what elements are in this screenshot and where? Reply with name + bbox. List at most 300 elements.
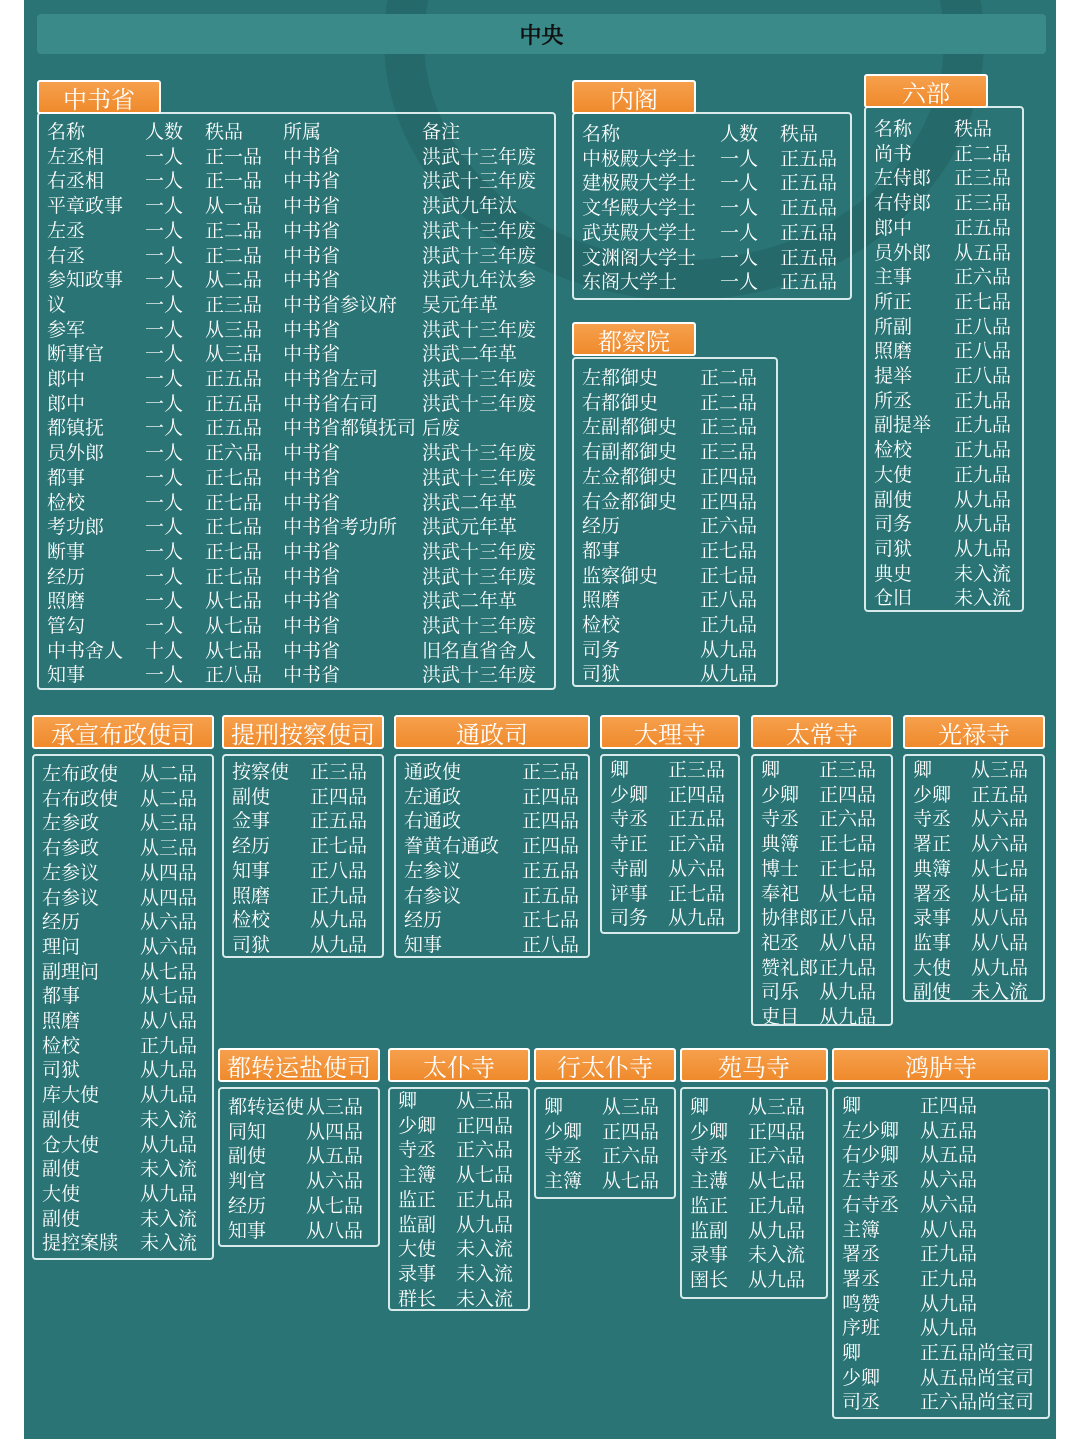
table-row [913, 882, 1043, 907]
table-cell: 中书省考功所 [283, 516, 398, 539]
table-row [47, 416, 554, 441]
table-row [842, 1094, 1048, 1119]
table-row [582, 490, 776, 515]
table-row [232, 785, 382, 810]
table-row [874, 339, 1022, 364]
table-row [690, 1219, 826, 1244]
table-cell: 照磨 [874, 340, 913, 363]
table-cell: 正七品 [205, 565, 263, 588]
table-cell: 郎中 [47, 392, 86, 415]
table-cell: 从七品 [602, 1170, 660, 1193]
table-cell: 未入流 [456, 1262, 514, 1285]
table-row [47, 293, 554, 318]
table-cell: 从五品尚宝司 [920, 1366, 1035, 1389]
table-cell: 后废 [422, 417, 461, 440]
table-row [404, 908, 588, 933]
table-cell: 录事 [398, 1262, 437, 1285]
table-row [42, 935, 212, 960]
table-row [582, 440, 776, 465]
table-cell: 正九品 [819, 956, 877, 979]
table-cell: 正六品 [456, 1139, 514, 1162]
section-box-tongzheng [394, 754, 590, 958]
table-row [404, 933, 588, 958]
table-cell: 寺丞 [690, 1145, 729, 1168]
table-cell: 正七品 [205, 540, 263, 563]
table-row [404, 834, 588, 859]
table-cell: 少卿 [690, 1120, 729, 1143]
section-box-chengxuan [32, 754, 214, 1260]
table-row [842, 1267, 1048, 1292]
table-cell: 左侍郎 [874, 167, 932, 190]
table-cell: 从九品 [140, 1182, 198, 1205]
table-row [42, 1231, 212, 1256]
table-row [42, 910, 212, 935]
table-row [228, 1095, 378, 1120]
table-cell: 录事 [913, 907, 952, 930]
table-cell: 秩品 [954, 118, 993, 140]
table-cell: 经历 [42, 911, 81, 934]
table-cell: 一人 [145, 417, 184, 440]
table-cell: 同知 [228, 1120, 267, 1143]
table-row [690, 1268, 826, 1293]
table-row [42, 1207, 212, 1232]
table-row [47, 318, 554, 343]
table-row [42, 886, 212, 911]
table-cell: 从五品 [954, 241, 1012, 264]
table-row [47, 367, 554, 392]
table-row [610, 882, 738, 907]
table-row [398, 1163, 528, 1188]
table-cell: 从二品 [205, 269, 263, 292]
table-cell: 从二品 [140, 787, 198, 810]
table-cell: 从九品 [456, 1213, 514, 1236]
table-cell: 所正 [874, 290, 913, 313]
table-row [913, 807, 1043, 832]
table-cell: 未入流 [748, 1244, 806, 1267]
table-cell: 正八品 [310, 859, 368, 882]
section-box-neige [572, 112, 852, 300]
table-cell: 备注 [422, 121, 461, 143]
table-row [874, 216, 1022, 241]
table-cell: 检校 [874, 439, 913, 462]
table-cell: 正八品 [954, 315, 1012, 338]
table-cell: 正九品 [954, 389, 1012, 412]
table-row [228, 1120, 378, 1145]
table-cell: 正八品 [700, 589, 758, 612]
table-cell: 副使 [42, 1108, 81, 1131]
table-cell: 监正 [690, 1194, 729, 1217]
table-cell: 寺丞 [761, 808, 800, 831]
table-row [842, 1341, 1048, 1366]
table-cell: 正一品 [205, 145, 263, 168]
table-cell: 未入流 [140, 1108, 198, 1131]
table-row [761, 956, 891, 981]
table-cell: 卿 [544, 1096, 564, 1118]
section-title-chengxuan: 承宣布政使司 [32, 715, 214, 749]
table-cell: 左丞 [47, 219, 86, 242]
table-cell: 从七品 [971, 857, 1029, 880]
section-box-taichang [751, 754, 893, 1026]
table-cell: 正六品 [954, 266, 1012, 289]
table-row [913, 931, 1043, 956]
table-cell: 提举 [874, 365, 913, 387]
table-cell: 人数 [145, 121, 184, 143]
table-cell: 正六品尚宝司 [920, 1391, 1035, 1414]
table-cell: 正四品 [456, 1114, 514, 1137]
table-cell: 从六品 [971, 833, 1029, 856]
table-cell: 洪武十三年废 [422, 615, 537, 637]
table-row [610, 758, 738, 783]
table-cell: 赞礼郎 [761, 956, 819, 979]
table-cell: 从七品 [971, 882, 1029, 905]
table-cell: 正二品 [700, 367, 758, 389]
section-title-duchayuan: 都察院 [572, 322, 696, 356]
table-cell: 正四品 [700, 490, 758, 513]
table-cell: 正五品 [205, 368, 263, 390]
table-cell: 少卿 [610, 783, 649, 806]
table-row [582, 391, 776, 416]
table-cell: 正九品 [310, 884, 368, 907]
table-cell: 中书省 [283, 466, 341, 489]
table-cell: 洪武十三年废 [422, 170, 537, 193]
table-cell: 一人 [145, 540, 184, 563]
table-row [42, 1182, 212, 1207]
table-row [398, 1138, 528, 1163]
table-cell: 署丞 [913, 882, 952, 905]
table-cell: 从九品 [920, 1292, 978, 1315]
table-cell: 正三品 [205, 293, 263, 316]
table-row [874, 315, 1022, 340]
table-row [874, 586, 1022, 611]
table-cell: 照磨 [582, 589, 621, 612]
table-row [874, 413, 1022, 438]
table-row [842, 1316, 1048, 1341]
table-cell: 副使 [232, 785, 271, 808]
table-cell: 正三品 [700, 441, 758, 464]
table-cell: 寺正 [610, 833, 649, 856]
table-cell: 监正 [398, 1188, 437, 1211]
table-row [232, 884, 382, 909]
table-cell: 大使 [874, 463, 913, 486]
table-cell: 从六品 [920, 1193, 978, 1216]
table-cell: 中书省参议府 [283, 293, 398, 316]
table-row [690, 1243, 826, 1268]
table-cell: 正四品 [310, 785, 368, 808]
table-cell: 从九品 [819, 1006, 877, 1026]
table-cell: 正四品 [522, 810, 580, 833]
table-cell: 中书舍人 [47, 639, 124, 662]
table-cell: 中书省 [283, 442, 341, 465]
table-row [913, 956, 1043, 981]
table-row [874, 512, 1022, 537]
table-row [404, 760, 588, 785]
table-row [42, 1009, 212, 1034]
table-row [228, 1144, 378, 1169]
table-row [761, 857, 891, 882]
table-cell: 洪武十三年废 [422, 442, 537, 465]
table-cell: 从一品 [205, 195, 263, 218]
section-title-xingtaipu: 行太仆寺 [534, 1048, 676, 1082]
table-cell: 洪武十三年废 [422, 392, 537, 415]
table-row [842, 1218, 1048, 1243]
table-cell: 正八品 [954, 365, 1012, 387]
table-row [874, 364, 1022, 389]
table-row [582, 638, 776, 663]
table-cell: 正五品 [205, 417, 263, 440]
table-cell: 从九品 [310, 909, 368, 932]
table-row [42, 984, 212, 1009]
table-row [582, 246, 850, 271]
table-row [582, 588, 776, 613]
table-cell: 秩品 [205, 121, 244, 143]
table-cell: 正五品 [668, 808, 726, 831]
table-cell: 正七品 [700, 564, 758, 587]
table-cell: 左佥都御史 [582, 465, 678, 488]
table-cell: 从五品 [920, 1144, 978, 1167]
table-cell: 中书省 [283, 664, 341, 687]
section-title-taipu: 太仆寺 [388, 1048, 530, 1082]
table-row [47, 120, 554, 145]
section-title-yuanma: 苑马寺 [680, 1048, 828, 1082]
table-row [404, 884, 588, 909]
table-cell: 卿 [610, 759, 630, 781]
table-cell: 一人 [145, 343, 184, 366]
table-cell: 左副都御史 [582, 416, 678, 439]
table-row [874, 463, 1022, 488]
table-cell: 正六品 [700, 515, 758, 538]
table-cell: 司狱 [232, 933, 271, 956]
table-row [690, 1120, 826, 1145]
table-row [874, 166, 1022, 191]
table-row [761, 1005, 891, 1026]
section-title-liubu: 六部 [864, 74, 988, 108]
table-cell: 右少卿 [842, 1144, 900, 1167]
table-cell: 左寺丞 [842, 1169, 900, 1192]
table-row [47, 639, 554, 664]
table-row [913, 758, 1043, 783]
table-cell: 副提举 [874, 414, 932, 437]
table-cell: 经历 [232, 835, 271, 858]
table-cell: 协律郎 [761, 907, 819, 930]
table-cell: 从九品 [920, 1317, 978, 1340]
table-cell: 鸣赞 [842, 1292, 881, 1315]
table-cell: 正七品 [819, 857, 877, 880]
table-cell: 都转运使 [228, 1096, 305, 1118]
section-box-guanglu [903, 754, 1045, 1002]
table-cell: 正八品 [954, 340, 1012, 363]
table-cell: 正九品 [954, 439, 1012, 462]
table-cell: 右佥都御史 [582, 490, 678, 513]
table-cell: 中极殿大学士 [582, 147, 697, 170]
table-cell: 从九品 [748, 1219, 806, 1242]
table-cell: 一人 [720, 221, 759, 244]
table-cell: 正六品 [748, 1145, 806, 1168]
table-cell: 祀丞 [761, 931, 800, 954]
table-cell: 一人 [720, 271, 759, 294]
table-cell: 正三品 [954, 167, 1012, 190]
table-cell: 从九品 [700, 638, 758, 661]
table-row [232, 834, 382, 859]
table-cell: 司狱 [42, 1059, 81, 1082]
table-cell: 少卿 [913, 783, 952, 806]
table-cell: 知事 [232, 859, 271, 882]
table-cell: 经历 [47, 565, 86, 588]
table-cell: 从七品 [205, 639, 263, 662]
table-cell: 正二品 [954, 142, 1012, 165]
table-cell: 正八品 [819, 907, 877, 930]
table-cell: 断事官 [47, 343, 105, 366]
table-cell: 正三品 [522, 761, 580, 783]
table-row [398, 1213, 528, 1238]
section-title-duzhuanyun: 都转运盐使司 [218, 1048, 380, 1082]
table-cell: 都事 [582, 539, 621, 562]
table-row [47, 244, 554, 269]
table-cell: 一人 [145, 269, 184, 292]
table-cell: 正七品 [522, 909, 580, 932]
table-cell: 未入流 [140, 1207, 198, 1230]
table-cell: 寺丞 [610, 808, 649, 831]
table-cell: 从九品 [971, 956, 1029, 979]
table-cell: 右副都御史 [582, 441, 678, 464]
table-cell: 中书省 [283, 540, 341, 563]
table-cell: 正三品 [819, 759, 877, 781]
table-cell: 副使 [874, 488, 913, 511]
table-row [42, 836, 212, 861]
table-cell: 正三品 [954, 192, 1012, 215]
table-cell: 正五品 [780, 197, 838, 220]
table-cell: 正五品 [310, 810, 368, 833]
table-cell: 从九品 [310, 933, 368, 956]
table-row [913, 906, 1043, 931]
table-cell: 议 [47, 293, 67, 316]
table-cell: 正一品 [205, 170, 263, 193]
table-row [398, 1262, 528, 1287]
table-cell: 主簿 [544, 1170, 583, 1193]
table-row [874, 142, 1022, 167]
table-cell: 名称 [874, 118, 913, 140]
table-row [582, 465, 776, 490]
table-cell: 左丞相 [47, 145, 105, 168]
table-cell: 左少卿 [842, 1119, 900, 1142]
table-cell: 从九品 [954, 513, 1012, 536]
table-cell: 右布政使 [42, 787, 119, 810]
table-cell: 从七品 [306, 1194, 364, 1217]
table-cell: 提控案牍 [42, 1232, 119, 1255]
table-row [842, 1292, 1048, 1317]
table-row [42, 1058, 212, 1083]
table-cell: 员外郎 [874, 241, 932, 264]
table-cell: 照磨 [42, 1010, 81, 1032]
table-cell: 正九品 [954, 463, 1012, 486]
section-box-dali [600, 754, 740, 934]
table-cell: 东阁大学士 [582, 271, 678, 294]
table-cell: 从三品 [205, 318, 263, 341]
table-cell: 少卿 [544, 1120, 583, 1143]
table-cell: 评事 [610, 882, 649, 905]
table-cell: 从五品 [920, 1119, 978, 1142]
table-cell: 正二品 [205, 219, 263, 242]
table-row [42, 861, 212, 886]
table-cell: 未入流 [140, 1232, 198, 1255]
table-row [690, 1144, 826, 1169]
table-cell: 武英殿大学士 [582, 221, 697, 244]
table-row [47, 589, 554, 614]
table-cell: 通政使 [404, 761, 462, 783]
table-cell: 正五品 [780, 246, 838, 269]
table-row [228, 1169, 378, 1194]
table-cell: 未入流 [971, 981, 1029, 1002]
table-cell: 未入流 [140, 1158, 198, 1181]
table-cell: 洪武十三年废 [422, 466, 537, 489]
table-cell: 洪武十三年废 [422, 219, 537, 242]
table-row [47, 169, 554, 194]
table-row [42, 960, 212, 985]
table-cell: 司丞 [842, 1391, 881, 1414]
table-row [842, 1193, 1048, 1218]
table-cell: 中书省 [283, 219, 341, 242]
table-cell: 一人 [145, 442, 184, 465]
table-cell: 郎中 [47, 368, 86, 390]
table-cell: 典簿 [913, 857, 952, 880]
section-title-dali: 大理寺 [600, 715, 740, 749]
table-row [47, 441, 554, 466]
table-row [544, 1169, 674, 1194]
table-cell: 洪武元年革 [422, 516, 518, 539]
section-title-neige: 内阁 [572, 80, 696, 114]
table-cell: 正三品 [700, 416, 758, 439]
table-cell: 从四品 [140, 886, 198, 909]
table-cell: 从七品 [205, 615, 263, 637]
table-cell: 左参政 [42, 812, 100, 835]
table-cell: 卿 [398, 1090, 418, 1112]
table-cell: 吏目 [761, 1006, 800, 1026]
table-cell: 寺丞 [913, 808, 952, 831]
table-cell: 经历 [404, 909, 443, 932]
table-cell: 洪武十三年废 [422, 368, 537, 390]
section-title-zhongshu: 中书省 [37, 80, 161, 114]
table-cell: 署丞 [842, 1243, 881, 1266]
table-cell: 一人 [145, 244, 184, 267]
table-cell: 所丞 [874, 389, 913, 412]
table-cell: 中书省 [283, 195, 341, 218]
table-cell: 洪武二年革 [422, 590, 518, 613]
table-row [47, 392, 554, 417]
table-cell: 理问 [42, 935, 81, 958]
table-row [582, 539, 776, 564]
table-row [232, 933, 382, 958]
section-box-yuanma [680, 1087, 828, 1299]
table-cell: 从三品 [205, 343, 263, 366]
table-cell: 正八品 [205, 664, 263, 687]
table-cell: 一人 [145, 170, 184, 193]
table-cell: 从九品 [954, 488, 1012, 511]
table-cell: 正九品 [920, 1243, 978, 1266]
table-cell: 正六品 [668, 833, 726, 856]
table-cell: 洪武十三年废 [422, 664, 537, 687]
table-cell: 右侍郎 [874, 192, 932, 215]
table-row [610, 783, 738, 808]
table-cell: 一人 [145, 195, 184, 218]
table-cell: 洪武二年革 [422, 491, 518, 514]
table-cell: 从九品 [140, 1059, 198, 1082]
table-cell: 正五品 [780, 147, 838, 170]
table-row [544, 1120, 674, 1145]
table-cell: 中书省 [283, 145, 341, 168]
table-cell: 中书省 [283, 318, 341, 341]
table-cell: 左通政 [404, 785, 462, 808]
table-cell: 一人 [145, 491, 184, 514]
table-cell: 右通政 [404, 810, 462, 833]
